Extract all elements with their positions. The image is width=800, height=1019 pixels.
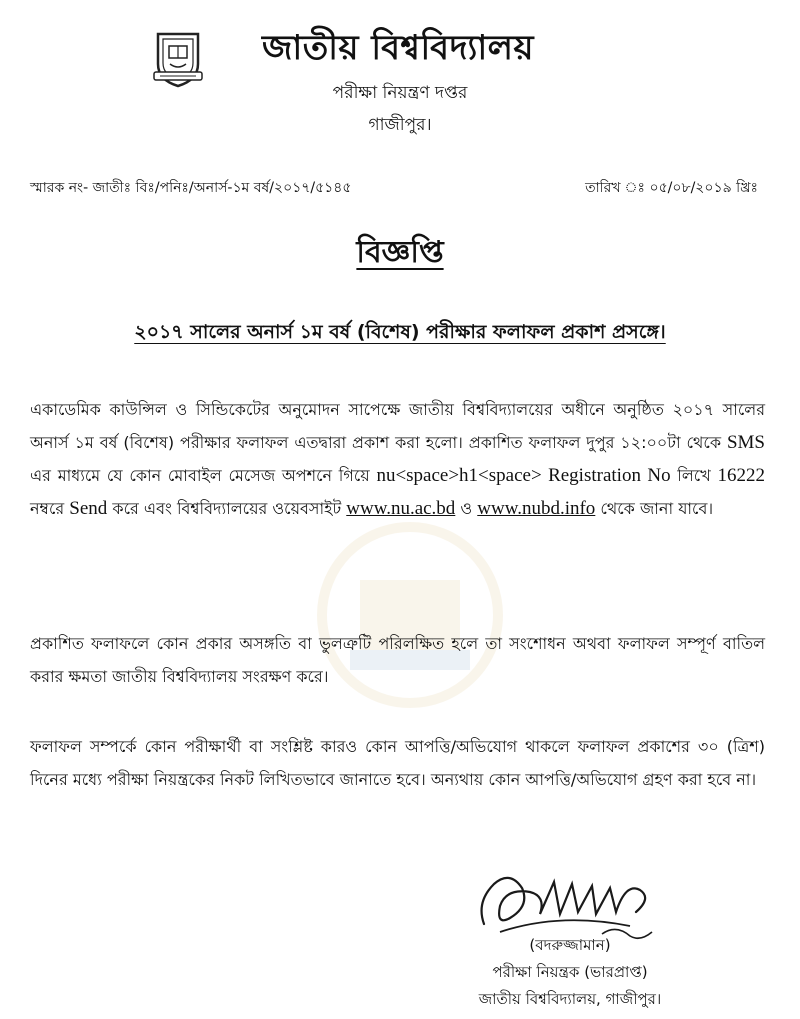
p1-text-e: করে এবং বিশ্ববিদ্যালয়ের ওয়েবসাইট <box>107 499 347 518</box>
website-link-nubd-info[interactable]: www.nubd.info <box>477 498 596 519</box>
p1-text-g: থেকে জানা যাবে। <box>595 499 714 518</box>
sms-code-text: nu<space>h1<space> Registration No <box>376 465 671 486</box>
signatory-designation: পরীক্ষা নিয়ন্ত্রক (ভারপ্রাপ্ত) <box>492 963 648 981</box>
memo-number: স্মারক নং- জাতীঃ বিঃ/পনিঃ/অনার্স-১ম বর্ষ/২০১৭/৫১৪৫ <box>30 180 352 196</box>
notice-heading <box>0 228 800 279</box>
paragraph-objection-deadline: ফলাফল সম্পর্কে কোন পরীক্ষার্থী বা সংশ্লিষ্ট কারও কোন আপত্তি/অভিযোগ থাকলে ফলাফল প্রকাশের ৩০ (ত্রিশ) দিনের মধ্যে পরীক্ষা নিয়ন্ত্রকের নিকট লিখিতভাবে জানাতে হবে। অন্যথায় কোন আপত্তি/অভিযোগ গ্রহণ করা হবে না। <box>30 737 765 789</box>
office-location: গাজীপুর। <box>368 115 432 135</box>
p1-text-a: একাডেমিক কাউন্সিল ও সিন্ডিকেটের অনুমোদন সাপেক্ষে জাতীয় বিশ্ববিদ্যালয়ের অধীনে অনুষ্ঠিত ২০১৭ সালের অনার্স ১ম বর্ষ (বিশেষ) পরীক্ষার ফলাফল এতদ্বারা প্রকাশ করা হলো। প্রকাশিত ফলাফল দুপুর ১২:০০টা থেকে <box>30 400 765 452</box>
issue-date: তারিখ ঃ ০৫/০৮/২০১৯ খ্রিঃ <box>585 180 758 196</box>
p1-text-c: লিখে <box>670 466 718 485</box>
paragraph-correction-rights: প্রকাশিত ফলাফলে কোন প্রকার অসঙ্গতি বা ভুলত্রুটি পরিলক্ষিত হলে তা সংশোধন অথবা ফলাফল সম্পূর্ণ বাতিল করার ক্ষমতা জাতীয় বিশ্ববিদ্যালয় সংরক্ষণ করে। <box>30 634 765 686</box>
notice-heading-text: বিজ্ঞপ্তি <box>356 235 444 270</box>
p1-text-d: নম্বরে <box>30 499 70 518</box>
sms-number: 16222 <box>717 465 765 486</box>
office-name: পরীক্ষা নিয়ন্ত্রণ দপ্তর <box>332 83 468 103</box>
p1-text-b: এর মাধ্যমে যে কোন মোবাইল মেসেজ অপশনে গিয়ে <box>30 466 377 485</box>
signatory-block <box>440 932 700 1013</box>
signatory-name: (বদরুজ্জামান) <box>529 936 611 954</box>
university-name: জাতীয় বিশ্ববিদ্যালয় <box>262 28 535 68</box>
send-text: Send <box>69 498 108 519</box>
paragraph-result-publication <box>30 393 765 525</box>
sms-text: SMS <box>726 432 765 453</box>
notice-subject <box>0 318 800 350</box>
p1-text-f: ও <box>455 499 478 518</box>
website-link-nu-ac-bd[interactable]: www.nu.ac.bd <box>346 498 456 519</box>
notice-subject-text: ২০১৭ সালের অনার্স ১ম বর্ষ (বিশেষ) পরীক্ষার ফলাফল প্রকাশ প্রসঙ্গে। <box>134 321 666 343</box>
signatory-organization: জাতীয় বিশ্ববিদ্যালয়, গাজীপুর। <box>478 990 662 1008</box>
